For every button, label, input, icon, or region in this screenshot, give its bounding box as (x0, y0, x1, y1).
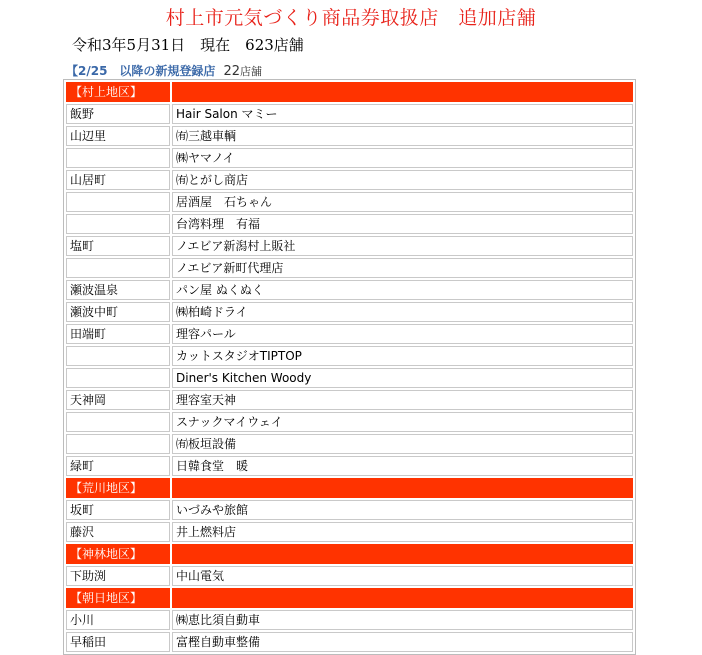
store-table-body (66, 82, 633, 652)
region-name: 【村上地区】 (66, 82, 170, 102)
table-row (66, 324, 633, 344)
shop-cell: ノエビア新町代理店 (172, 258, 633, 278)
area-cell: 下助渕 (66, 566, 170, 586)
area-cell: 緑町 (66, 456, 170, 476)
area-cell (66, 412, 170, 432)
shop-cell: スナックマイウェイ (172, 412, 633, 432)
table-row (66, 126, 633, 146)
table-row (66, 390, 633, 410)
area-cell (66, 192, 170, 212)
area-cell (66, 258, 170, 278)
area-cell: 田端町 (66, 324, 170, 344)
table-row (66, 258, 633, 278)
shop-cell: 富樫自動車整備 (172, 632, 633, 652)
shop-cell: Hair Salon マミー (172, 104, 633, 124)
table-row (66, 148, 633, 168)
region-name: 【荒川地区】 (66, 478, 170, 498)
table-row (66, 192, 633, 212)
shop-cell: パン屋 ぬくぬく (172, 280, 633, 300)
shop-cell: 理容室天神 (172, 390, 633, 410)
area-cell: 天神岡 (66, 390, 170, 410)
shop-cell: 中山電気 (172, 566, 633, 586)
shop-cell: ㈱柏崎ドライ (172, 302, 633, 322)
new-stores-label: 【2/25 以降の新規登録店 (66, 64, 216, 78)
shop-cell: 日韓食堂 暖 (172, 456, 633, 476)
region-header-row (66, 478, 633, 498)
new-stores-heading (66, 62, 262, 79)
new-stores-count (223, 64, 262, 79)
table-row (66, 302, 633, 322)
shop-cell: ㈱恵比須自動車 (172, 610, 633, 630)
area-cell (66, 214, 170, 234)
region-name: 【神林地区】 (66, 544, 170, 564)
region-name: 【朝日地区】 (66, 588, 170, 608)
shop-cell: ㈱ヤマノイ (172, 148, 633, 168)
table-row (66, 522, 633, 542)
shop-cell: ノエビア新潟村上販社 (172, 236, 633, 256)
table-row (66, 632, 633, 652)
area-cell: 塩町 (66, 236, 170, 256)
region-header-row (66, 82, 633, 102)
area-cell: 早稲田 (66, 632, 170, 652)
shop-cell: 理容パール (172, 324, 633, 344)
shop-cell (172, 588, 633, 608)
shop-cell: ㈲とがし商店 (172, 170, 633, 190)
table-row (66, 434, 633, 454)
table-row (66, 346, 633, 366)
area-cell: 小川 (66, 610, 170, 630)
table-row (66, 610, 633, 630)
shop-cell (172, 82, 633, 102)
area-cell: 瀬波温泉 (66, 280, 170, 300)
area-cell (66, 368, 170, 388)
count-value: 22 (223, 64, 240, 79)
table-row (66, 236, 633, 256)
page-title: 村上市元気づくり商品券取扱店 追加店舗 (165, 7, 537, 29)
table-row (66, 412, 633, 432)
shop-cell: 居酒屋 石ちゃん (172, 192, 633, 212)
area-cell (66, 434, 170, 454)
region-header-row (66, 588, 633, 608)
table-row (66, 214, 633, 234)
table-row (66, 104, 633, 124)
shop-cell (172, 478, 633, 498)
shop-cell: ㈲三越車輌 (172, 126, 633, 146)
table-row (66, 566, 633, 586)
shop-cell (172, 544, 633, 564)
region-header-row (66, 544, 633, 564)
area-cell: 藤沢 (66, 522, 170, 542)
table-row (66, 500, 633, 520)
shop-cell: ㈲板垣設備 (172, 434, 633, 454)
area-cell: 山辺里 (66, 126, 170, 146)
area-cell: 山居町 (66, 170, 170, 190)
shop-cell: 台湾料理 有福 (172, 214, 633, 234)
area-cell (66, 346, 170, 366)
area-cell (66, 148, 170, 168)
store-table (63, 79, 636, 655)
area-cell: 飯野 (66, 104, 170, 124)
shop-cell: カットスタジオTIPTOP (172, 346, 633, 366)
shop-cell: Diner's Kitchen Woody (172, 368, 633, 388)
date-line: 令和3年5月31日 現在 623店舗 (72, 36, 304, 54)
area-cell: 瀬波中町 (66, 302, 170, 322)
count-unit: 店舗 (239, 65, 262, 78)
shop-cell: いづみや旅館 (172, 500, 633, 520)
table-row (66, 456, 633, 476)
table-row (66, 368, 633, 388)
table-row (66, 170, 633, 190)
table-row (66, 280, 633, 300)
area-cell: 坂町 (66, 500, 170, 520)
shop-cell: 井上燃料店 (172, 522, 633, 542)
